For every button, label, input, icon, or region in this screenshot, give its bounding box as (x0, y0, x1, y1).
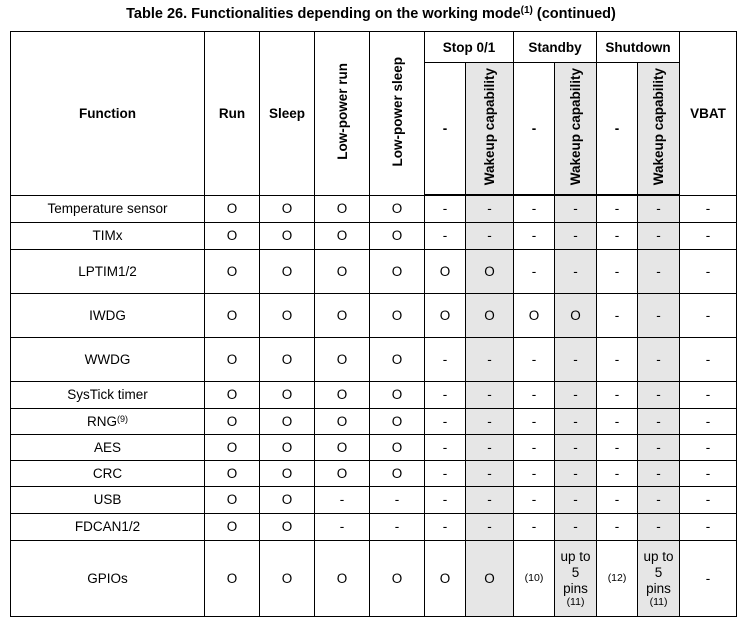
shutdown-wakeup-line1: up to (643, 549, 674, 564)
row-label (11, 434, 205, 460)
table-title (0, 6, 742, 22)
cell-stop: - (425, 381, 466, 408)
cell-run: O (205, 293, 260, 337)
row-label-text: Temperature sensor (47, 201, 168, 216)
cell-shutdown-wakeup: - (638, 249, 680, 293)
row-label-text: IWDG (89, 307, 126, 323)
cell-low-power-sleep: O (370, 249, 425, 293)
cell-standby: - (514, 408, 555, 434)
row-label-text: WWDG (84, 351, 131, 367)
cell-standby: - (514, 222, 555, 249)
standby-wakeup-note: (11) (566, 596, 585, 608)
cell-standby: O (514, 293, 555, 337)
table-row (11, 486, 737, 513)
cell-shutdown: - (597, 337, 638, 381)
cell-low-power-sleep: O (370, 195, 425, 222)
cell-standby: - (514, 249, 555, 293)
cell-sleep: O (260, 293, 315, 337)
row-label (11, 337, 205, 381)
cell-shutdown: - (597, 513, 638, 540)
cell-vbat: - (680, 408, 737, 434)
header-standby-wakeup-label: Wakeup capability (568, 68, 584, 186)
row-label-text: CRC (92, 465, 123, 481)
row-label (11, 293, 205, 337)
cell-low-power-run: - (315, 486, 370, 513)
cell-shutdown: - (597, 460, 638, 486)
cell-low-power-sleep: O (370, 381, 425, 408)
cell-standby-wakeup: - (555, 222, 597, 249)
cell-shutdown-wakeup: - (638, 381, 680, 408)
header-sleep: Sleep (260, 32, 315, 196)
header-standby-wakeup (555, 63, 597, 196)
cell-standby: - (514, 381, 555, 408)
cell-stop-wakeup: - (466, 486, 514, 513)
cell-vbat: - (680, 222, 737, 249)
title-suffix: (continued) (532, 6, 616, 22)
header-vbat: VBAT (680, 32, 737, 196)
cell-stop: - (425, 513, 466, 540)
cell-shutdown: - (597, 249, 638, 293)
cell-vbat: - (680, 381, 737, 408)
cell-standby: - (514, 486, 555, 513)
table-row (11, 195, 737, 222)
cell-vbat: - (680, 337, 737, 381)
cell-shutdown: - (597, 486, 638, 513)
row-label-footnote: (9) (117, 413, 128, 424)
row-label-text: RNG (87, 413, 117, 429)
cell-sleep: O (260, 222, 315, 249)
cell-sleep: O (260, 381, 315, 408)
cell-standby: - (514, 460, 555, 486)
header-low-power-sleep-label: Low-power sleep (389, 56, 405, 167)
cell-run: O (205, 249, 260, 293)
cell-shutdown-wakeup: - (638, 195, 680, 222)
cell-stop-wakeup: - (466, 222, 514, 249)
cell-sleep: O (260, 249, 315, 293)
cell-sleep: O (260, 460, 315, 486)
table-row (11, 222, 737, 249)
cell-low-power-sleep: O (370, 293, 425, 337)
row-label (11, 513, 205, 540)
row-label-text: AES (93, 439, 121, 455)
cell-run: O (205, 434, 260, 460)
header-stop-dash: - (425, 63, 466, 196)
cell-low-power-sleep: - (370, 486, 425, 513)
cell-stop: - (425, 222, 466, 249)
cell-stop: - (425, 486, 466, 513)
shutdown-wakeup-line2: 5 (654, 565, 663, 580)
row-label (11, 381, 205, 408)
cell-standby-wakeup: - (555, 381, 597, 408)
table-row (11, 434, 737, 460)
header-standby-dash: - (514, 63, 555, 196)
table-row (11, 460, 737, 486)
cell-run: O (205, 337, 260, 381)
row-label-text: TIMx (92, 228, 123, 243)
functionalities-table (10, 31, 737, 617)
row-label (11, 486, 205, 513)
cell-shutdown: - (597, 195, 638, 222)
cell-vbat: - (680, 293, 737, 337)
row-label (11, 195, 205, 222)
cell-standby: - (514, 195, 555, 222)
cell-stop: O (425, 249, 466, 293)
cell-run: O (205, 381, 260, 408)
title-footnote: (1) (520, 5, 533, 16)
cell-low-power-run: O (315, 337, 370, 381)
table-row-gpios (11, 540, 737, 616)
cell-shutdown-wakeup: - (638, 460, 680, 486)
cell-stop-wakeup: - (466, 195, 514, 222)
cell-low-power-run: O (315, 540, 370, 616)
cell-low-power-run: O (315, 222, 370, 249)
table-row (11, 408, 737, 434)
header-stop-wakeup-label: Wakeup capability (482, 68, 497, 186)
cell-standby-wakeup: - (555, 460, 597, 486)
header-standby: Standby (514, 32, 597, 63)
table-row (11, 293, 737, 337)
cell-shutdown: - (597, 434, 638, 460)
cell-stop: - (425, 337, 466, 381)
cell-vbat: - (680, 460, 737, 486)
table-body (11, 195, 737, 616)
row-label (11, 222, 205, 249)
cell-shutdown-wakeup: - (638, 337, 680, 381)
cell-low-power-run: O (315, 434, 370, 460)
cell-sleep: O (260, 434, 315, 460)
cell-shutdown-wakeup: - (638, 408, 680, 434)
header-shutdown: Shutdown (597, 32, 680, 63)
cell-stop-wakeup: - (466, 434, 514, 460)
cell-shutdown-wakeup (638, 540, 680, 616)
cell-vbat: - (680, 540, 737, 616)
table-row (11, 513, 737, 540)
cell-low-power-run: O (315, 293, 370, 337)
table-row (11, 337, 737, 381)
cell-stop-wakeup: - (466, 337, 514, 381)
cell-low-power-run: O (315, 408, 370, 434)
cell-low-power-sleep: O (370, 434, 425, 460)
cell-low-power-sleep: - (370, 513, 425, 540)
cell-standby: - (514, 434, 555, 460)
cell-shutdown-wakeup: - (638, 222, 680, 249)
cell-sleep: O (260, 540, 315, 616)
table-row (11, 381, 737, 408)
table-row (11, 249, 737, 293)
cell-low-power-sleep: O (370, 540, 425, 616)
cell-shutdown: - (597, 222, 638, 249)
cell-low-power-run: O (315, 460, 370, 486)
cell-vbat: - (680, 249, 737, 293)
cell-stop: O (425, 293, 466, 337)
cell-stop-wakeup: - (466, 381, 514, 408)
row-label-text: LPTIM1/2 (78, 263, 137, 279)
cell-shutdown: (12) (597, 540, 638, 616)
cell-run: O (205, 408, 260, 434)
cell-standby-wakeup: - (555, 408, 597, 434)
cell-stop-wakeup: O (466, 540, 514, 616)
cell-stop-wakeup: - (466, 513, 514, 540)
cell-low-power-sleep: O (370, 337, 425, 381)
header-stop: Stop 0/1 (425, 32, 514, 63)
header-function: Function (11, 32, 205, 196)
row-label-text: SysTick timer (67, 387, 148, 402)
header-low-power-run-label: Low-power run (334, 63, 350, 161)
header-shutdown-wakeup (638, 63, 680, 196)
cell-standby: (10) (514, 540, 555, 616)
row-label (11, 408, 205, 434)
cell-sleep: O (260, 195, 315, 222)
cell-low-power-sleep: O (370, 460, 425, 486)
header-shutdown-wakeup-label: Wakeup capability (651, 68, 667, 186)
cell-standby: - (514, 513, 555, 540)
cell-stop-wakeup: - (466, 460, 514, 486)
cell-stop-wakeup: O (466, 249, 514, 293)
cell-low-power-run: O (315, 381, 370, 408)
standby-wakeup-line1: up to (560, 549, 591, 564)
cell-standby-wakeup: - (555, 434, 597, 460)
cell-stop: - (425, 408, 466, 434)
cell-shutdown: - (597, 408, 638, 434)
cell-shutdown-wakeup: - (638, 293, 680, 337)
cell-stop: - (425, 195, 466, 222)
cell-vbat: - (680, 486, 737, 513)
cell-stop-wakeup: O (466, 293, 514, 337)
cell-standby-wakeup (555, 540, 597, 616)
title-text: Table 26. Functionalities depending on the working mode (126, 6, 521, 22)
cell-run: O (205, 460, 260, 486)
cell-shutdown: - (597, 293, 638, 337)
cell-run: O (205, 195, 260, 222)
cell-run: O (205, 513, 260, 540)
cell-shutdown-wakeup: - (638, 513, 680, 540)
shutdown-wakeup-note: (11) (649, 596, 668, 608)
row-label (11, 249, 205, 293)
cell-standby-wakeup: O (555, 293, 597, 337)
cell-shutdown-wakeup: - (638, 486, 680, 513)
cell-vbat: - (680, 195, 737, 222)
cell-standby-wakeup: - (555, 486, 597, 513)
cell-sleep: O (260, 513, 315, 540)
cell-standby-wakeup: - (555, 513, 597, 540)
cell-shutdown-wakeup: - (638, 434, 680, 460)
header-stop-wakeup (466, 63, 514, 196)
cell-low-power-sleep: O (370, 222, 425, 249)
cell-standby-wakeup: - (555, 195, 597, 222)
cell-vbat: - (680, 434, 737, 460)
standby-wakeup-line3: pins (563, 581, 588, 596)
header-run: Run (205, 32, 260, 196)
cell-vbat: - (680, 513, 737, 540)
cell-stop: - (425, 434, 466, 460)
cell-sleep: O (260, 408, 315, 434)
cell-stop: O (425, 540, 466, 616)
cell-run: O (205, 486, 260, 513)
header-low-power-sleep (370, 32, 425, 196)
cell-low-power-run: - (315, 513, 370, 540)
shutdown-wakeup-line3: pins (646, 581, 671, 596)
row-label-text: USB (93, 492, 122, 507)
cell-standby: - (514, 337, 555, 381)
cell-sleep: O (260, 486, 315, 513)
row-label (11, 460, 205, 486)
header-low-power-run (315, 32, 370, 196)
row-label-text: FDCAN1/2 (74, 519, 141, 534)
cell-shutdown: - (597, 381, 638, 408)
cell-sleep: O (260, 337, 315, 381)
cell-low-power-run: O (315, 195, 370, 222)
cell-standby-wakeup: - (555, 337, 597, 381)
cell-stop-wakeup: - (466, 408, 514, 434)
cell-run: O (205, 540, 260, 616)
cell-standby-wakeup: - (555, 249, 597, 293)
cell-run: O (205, 222, 260, 249)
row-label: GPIOs (11, 540, 205, 616)
header-shutdown-dash: - (597, 63, 638, 196)
cell-low-power-run: O (315, 249, 370, 293)
standby-wakeup-line2: 5 (571, 565, 580, 580)
cell-low-power-sleep: O (370, 408, 425, 434)
cell-stop: - (425, 460, 466, 486)
